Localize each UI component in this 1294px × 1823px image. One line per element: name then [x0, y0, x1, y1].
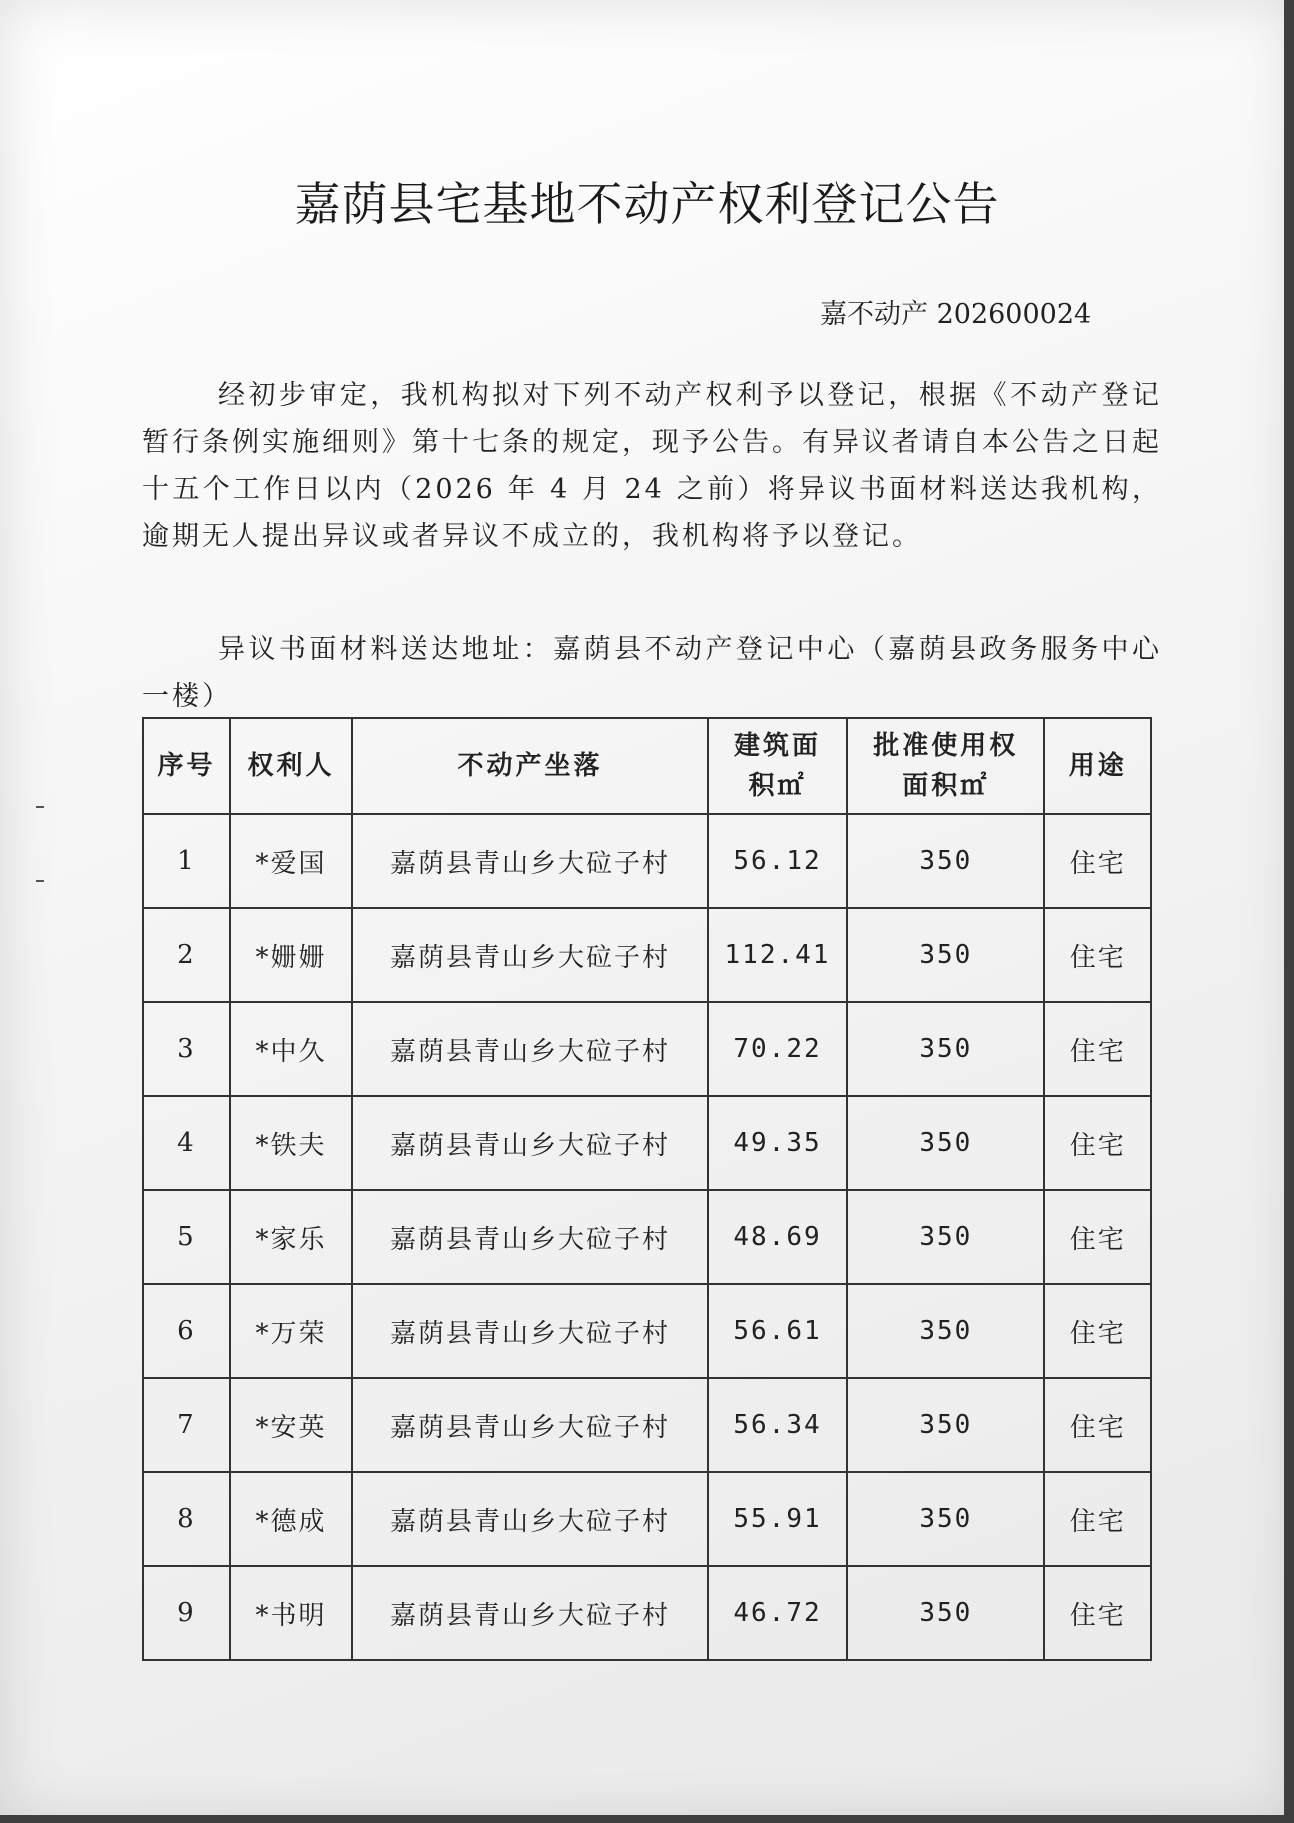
cell-location: 嘉荫县青山乡大砬子村	[352, 1566, 708, 1660]
cell-owner: *爱国	[230, 814, 352, 908]
cell-no: 4	[143, 1096, 230, 1190]
cell-no: 3	[143, 1002, 230, 1096]
cell-location: 嘉荫县青山乡大砬子村	[352, 1002, 708, 1096]
cell-no: 9	[143, 1566, 230, 1660]
cell-usage: 住宅	[1044, 1472, 1151, 1566]
cell-building-area: 56.34	[708, 1378, 847, 1472]
cell-no: 8	[143, 1472, 230, 1566]
header-no: 序号	[143, 718, 230, 814]
cell-land-area: 350	[847, 1566, 1044, 1660]
header-land-area-line1: 批准使用权	[873, 731, 1019, 761]
cell-location: 嘉荫县青山乡大砬子村	[352, 1472, 708, 1566]
cell-owner: *中久	[230, 1002, 352, 1096]
header-building-area-line1: 建筑面	[733, 731, 821, 761]
table-row	[143, 1472, 1151, 1566]
cell-usage: 住宅	[1044, 1002, 1151, 1096]
cell-land-area: 350	[847, 1284, 1044, 1378]
binding-mark	[36, 880, 44, 882]
binding-mark	[36, 806, 44, 808]
cell-building-area: 55.91	[708, 1472, 847, 1566]
cell-building-area: 48.69	[708, 1190, 847, 1284]
cell-building-area: 49.35	[708, 1096, 847, 1190]
cell-usage: 住宅	[1044, 1284, 1151, 1378]
document-number: 嘉不动产 202600024	[820, 299, 1092, 330]
cell-land-area: 350	[847, 1190, 1044, 1284]
cell-location: 嘉荫县青山乡大砬子村	[352, 908, 708, 1002]
header-building-area-line2: 积㎡	[748, 771, 807, 801]
objection-address-paragraph: 异议书面材料送达地址：嘉荫县不动产登记中心（嘉荫县政务服务中心一楼）	[142, 634, 1162, 712]
page-edge-shadow	[1284, 0, 1294, 1823]
cell-owner: *书明	[230, 1566, 352, 1660]
cell-owner: *家乐	[230, 1190, 352, 1284]
cell-land-area: 350	[847, 1002, 1044, 1096]
cell-usage: 住宅	[1044, 1190, 1151, 1284]
cell-building-area: 112.41	[708, 908, 847, 1002]
cell-land-area: 350	[847, 814, 1044, 908]
cell-no: 2	[143, 908, 230, 1002]
cell-owner: *德成	[230, 1472, 352, 1566]
notice-paragraph: 经初步审定，我机构拟对下列不动产权利予以登记，根据《不动产登记暂行条例实施细则》第十七条的规定，现予公告。有异议者请自本公告之日起十五个工作日以内（2026 年 4 月 24 之前）将异议书面材料送达我机构，逾期无人提出异议或者异议不成立的，我机构将予以登记。	[142, 380, 1162, 552]
header-usage: 用途	[1044, 718, 1151, 814]
table-header-row	[143, 718, 1151, 814]
cell-owner: *姗姗	[230, 908, 352, 1002]
cell-owner: *铁夫	[230, 1096, 352, 1190]
cell-location: 嘉荫县青山乡大砬子村	[352, 1096, 708, 1190]
cell-location: 嘉荫县青山乡大砬子村	[352, 1190, 708, 1284]
cell-building-area: 46.72	[708, 1566, 847, 1660]
registration-table	[142, 717, 1152, 1661]
header-land-area-line2: 面积㎡	[902, 771, 990, 801]
table-row	[143, 1378, 1151, 1472]
cell-building-area: 70.22	[708, 1002, 847, 1096]
cell-usage: 住宅	[1044, 1566, 1151, 1660]
header-owner: 权利人	[230, 718, 352, 814]
header-land-area	[847, 718, 1044, 814]
cell-land-area: 350	[847, 1096, 1044, 1190]
cell-no: 7	[143, 1378, 230, 1472]
header-building-area	[708, 718, 847, 814]
cell-location: 嘉荫县青山乡大砬子村	[352, 814, 708, 908]
cell-no: 1	[143, 814, 230, 908]
table-row	[143, 1190, 1151, 1284]
cell-land-area: 350	[847, 1378, 1044, 1472]
table-row	[143, 1284, 1151, 1378]
table-row	[143, 1566, 1151, 1660]
cell-no: 5	[143, 1190, 230, 1284]
header-location: 不动产坐落	[352, 718, 708, 814]
table-row	[143, 814, 1151, 908]
cell-usage: 住宅	[1044, 908, 1151, 1002]
cell-building-area: 56.61	[708, 1284, 847, 1378]
cell-usage: 住宅	[1044, 1096, 1151, 1190]
table-row	[143, 908, 1151, 1002]
table-row	[143, 1096, 1151, 1190]
cell-owner: *万荣	[230, 1284, 352, 1378]
cell-location: 嘉荫县青山乡大砬子村	[352, 1378, 708, 1472]
cell-no: 6	[143, 1284, 230, 1378]
cell-building-area: 56.12	[708, 814, 847, 908]
cell-land-area: 350	[847, 908, 1044, 1002]
page-edge-shadow	[0, 1815, 1294, 1823]
cell-owner: *安英	[230, 1378, 352, 1472]
table-row	[143, 1002, 1151, 1096]
cell-location: 嘉荫县青山乡大砬子村	[352, 1284, 708, 1378]
document-title: 嘉荫县宅基地不动产权利登记公告	[294, 177, 1000, 231]
cell-usage: 住宅	[1044, 1378, 1151, 1472]
cell-usage: 住宅	[1044, 814, 1151, 908]
cell-land-area: 350	[847, 1472, 1044, 1566]
